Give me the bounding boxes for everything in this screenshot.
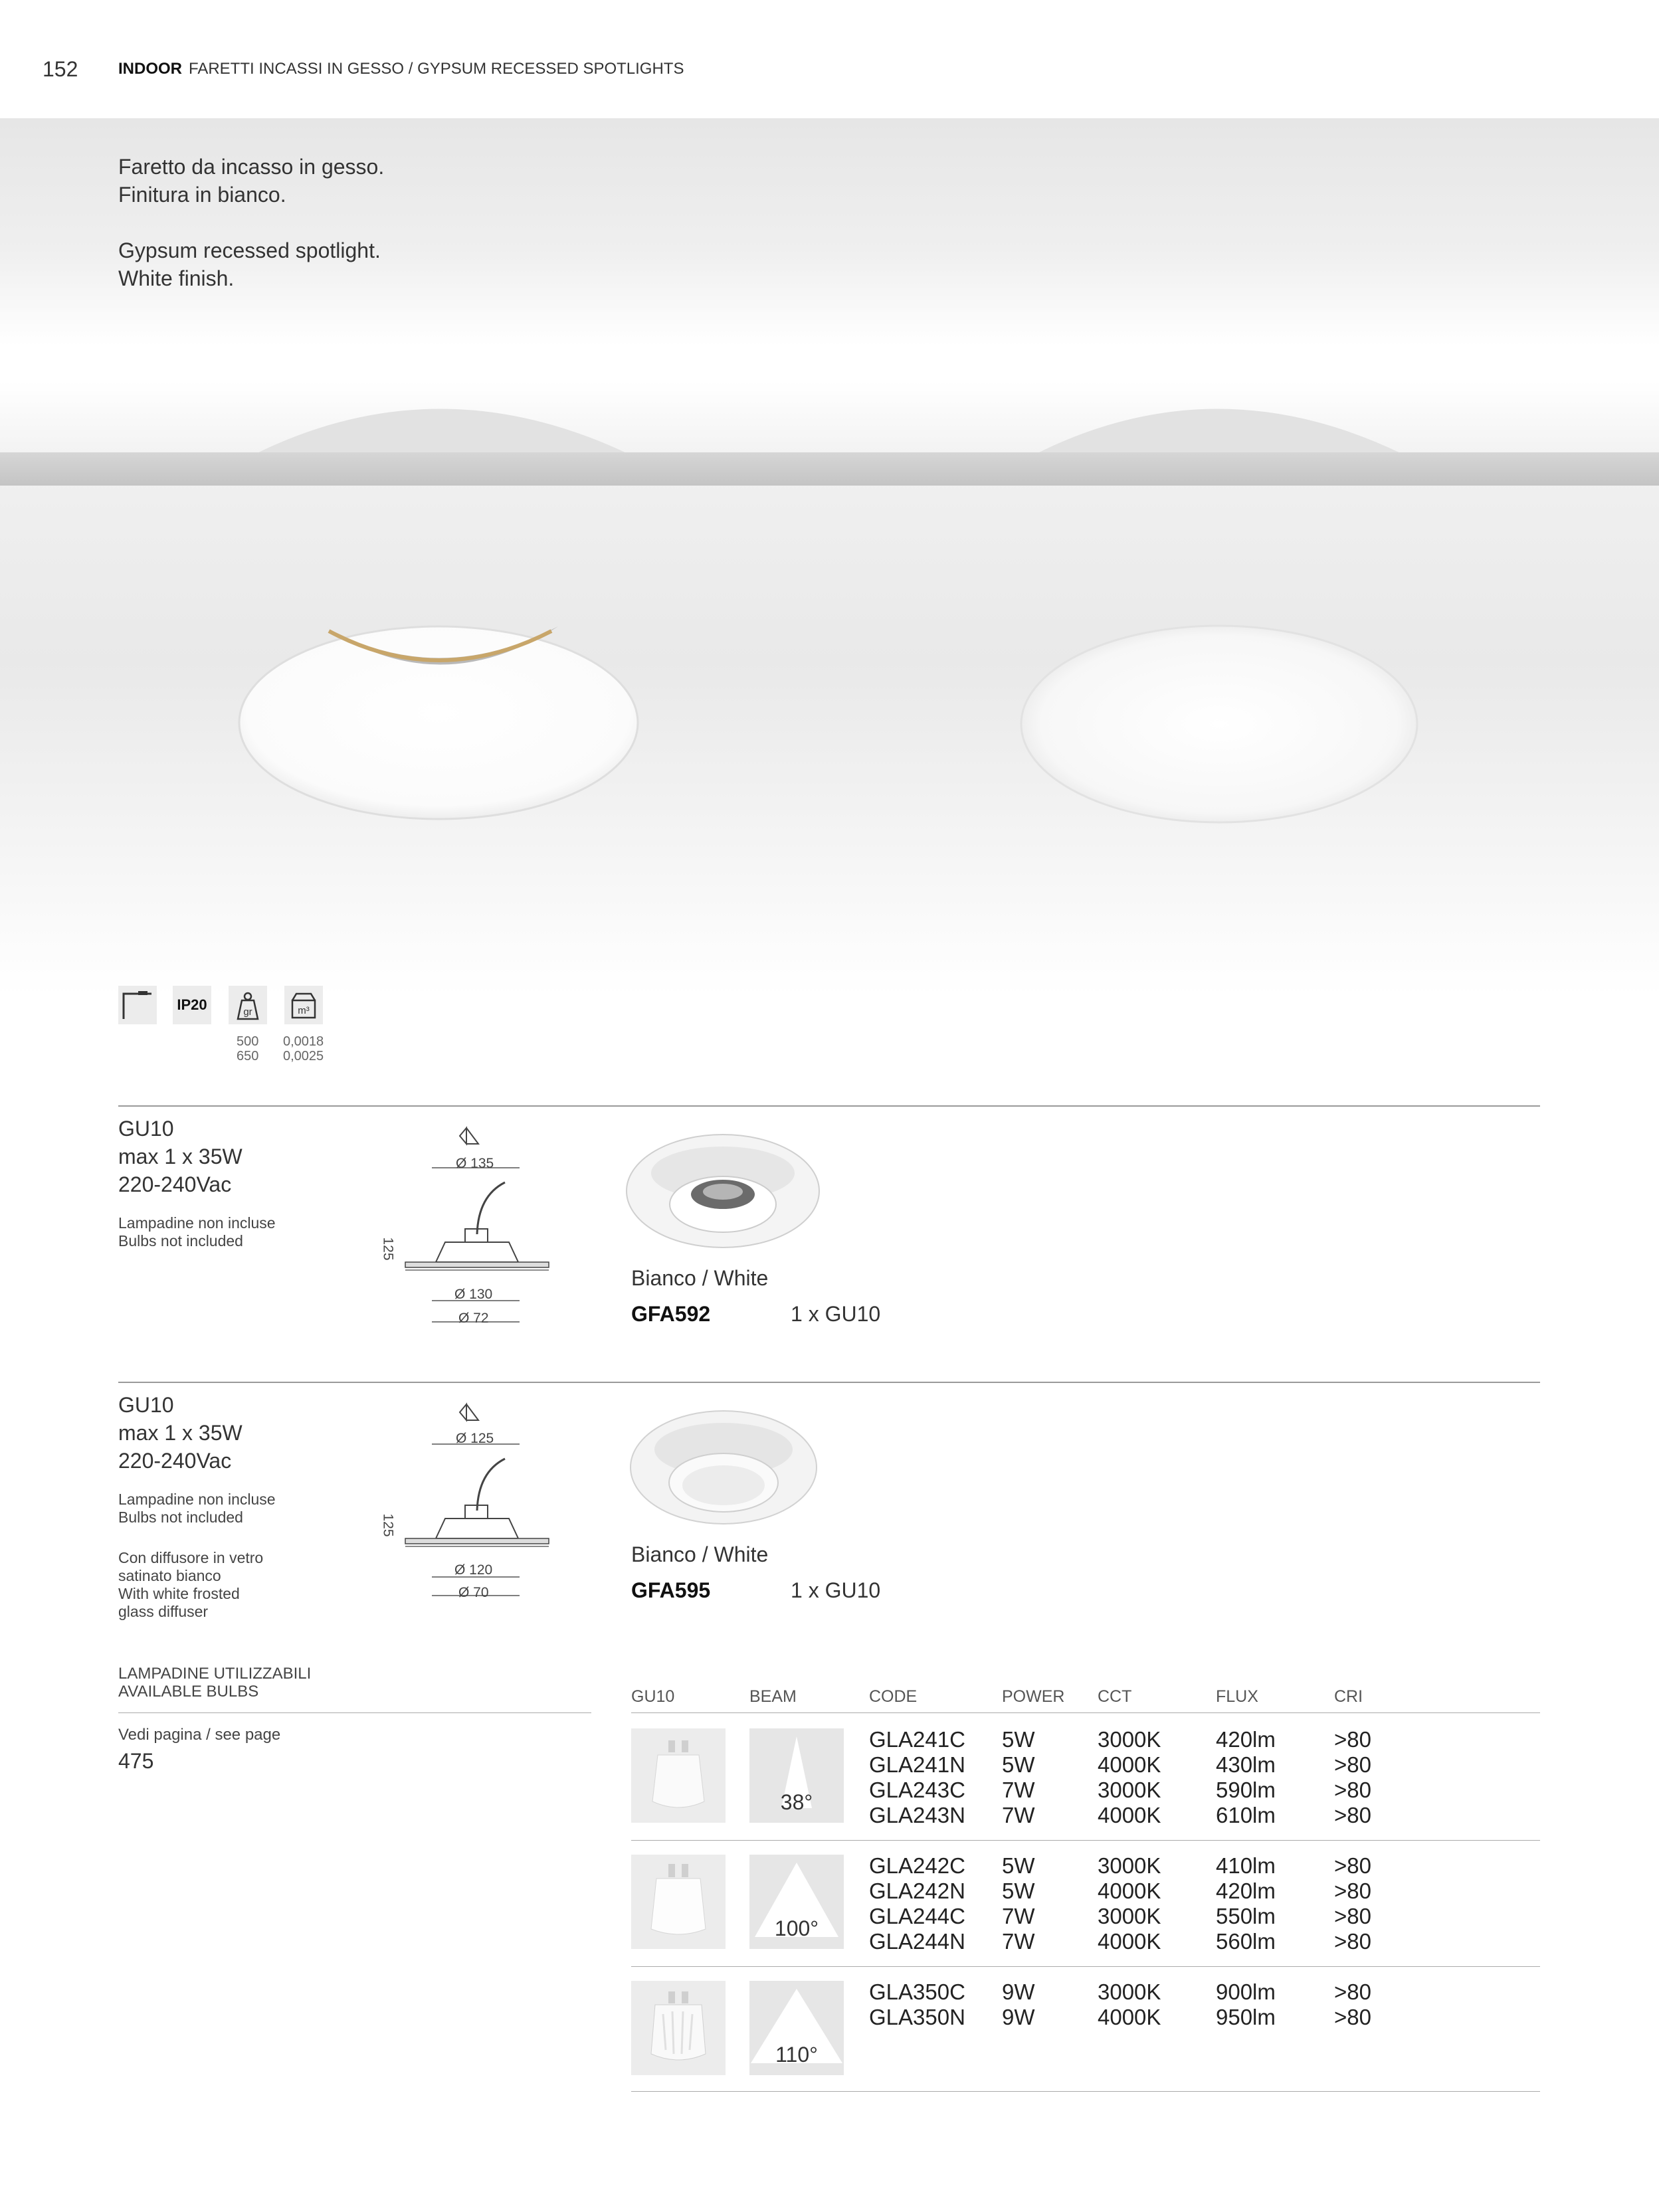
bulb-flux: 560lm bbox=[1216, 1929, 1276, 1954]
hero-photo bbox=[0, 118, 1659, 995]
bulb-flux: 420lm bbox=[1216, 1727, 1276, 1752]
bulb-power: 7W bbox=[1002, 1803, 1035, 1827]
bulb-power: 5W bbox=[1002, 1879, 1035, 1903]
bulbs-title: AVAILABLE BULBS bbox=[118, 1683, 259, 1701]
svg-text:m³: m³ bbox=[298, 1005, 310, 1016]
beam-angle-label: 38° bbox=[780, 1790, 813, 1814]
volume-value-1: 0,0018 bbox=[283, 1034, 324, 1049]
bulb-flux: 430lm bbox=[1216, 1752, 1276, 1777]
beam-angle-graphic bbox=[749, 1728, 844, 1823]
bulb-cct: 3000K bbox=[1098, 1904, 1161, 1928]
bulb-cri: >80 bbox=[1334, 1803, 1371, 1827]
product-code: GFA595 bbox=[631, 1578, 711, 1602]
dim-outer: Ø 120 bbox=[454, 1562, 493, 1578]
dim-outer: Ø 130 bbox=[454, 1287, 493, 1302]
bulb-flux: 610lm bbox=[1216, 1803, 1276, 1827]
dim-inner: Ø 72 bbox=[458, 1311, 489, 1326]
product-voltage: 220-240Vac bbox=[118, 1449, 232, 1473]
bulb-cct: 4000K bbox=[1098, 1803, 1161, 1827]
bulb-thumbnail bbox=[631, 1728, 726, 1823]
weight-value-1: 500 bbox=[237, 1034, 259, 1049]
col-header-beam: BEAM bbox=[749, 1687, 797, 1706]
bulb-cri: >80 bbox=[1334, 1853, 1371, 1878]
bulb-power: 7W bbox=[1002, 1778, 1035, 1802]
dim-cut-out: Ø 135 bbox=[456, 1156, 494, 1171]
bulb-cri: >80 bbox=[1334, 1879, 1371, 1903]
bulb-code: GLA242N bbox=[869, 1879, 965, 1903]
product-note: Con diffusore in vetro bbox=[118, 1549, 264, 1566]
product-voltage: 220-240Vac bbox=[118, 1172, 232, 1196]
bulb-cct: 4000K bbox=[1098, 1879, 1161, 1903]
bulb-thumbnail bbox=[631, 1855, 726, 1949]
col-header-code: CODE bbox=[869, 1687, 918, 1706]
product-note: Bulbs not included bbox=[118, 1232, 243, 1249]
header-category: FARETTI INCASSI IN GESSO / GYPSUM RECESSED SPOTLIGHTS bbox=[189, 60, 684, 78]
bulb-power: 5W bbox=[1002, 1752, 1035, 1777]
bulb-flux: 590lm bbox=[1216, 1778, 1276, 1802]
product-note: Bulbs not included bbox=[118, 1509, 243, 1526]
bulb-code: GLA243N bbox=[869, 1803, 965, 1827]
bulb-cri: >80 bbox=[1334, 2005, 1371, 2029]
product-socket: GU10 bbox=[118, 1117, 174, 1141]
product-note: satinato bianco bbox=[118, 1567, 221, 1584]
product-note: Lampadine non incluse bbox=[118, 1214, 276, 1232]
header-section: INDOOR bbox=[118, 60, 182, 78]
bulb-cct: 4000K bbox=[1098, 1752, 1161, 1777]
dim-height: 125 bbox=[380, 1237, 396, 1261]
table-header-divider bbox=[631, 1712, 1540, 1713]
see-page-number: 475 bbox=[118, 1749, 154, 1773]
bulb-cri: >80 bbox=[1334, 1929, 1371, 1954]
col-header-cri: CRI bbox=[1334, 1687, 1363, 1706]
bulbs-title: LAMPADINE UTILIZZABILI bbox=[118, 1665, 312, 1683]
bulb-code: GLA244N bbox=[869, 1929, 965, 1954]
product-code: GFA592 bbox=[631, 1302, 711, 1326]
hero-desc-en-2: White finish. bbox=[118, 266, 235, 290]
hero-desc-it-1: Faretto da incasso in gesso. bbox=[118, 155, 385, 179]
bulb-cct: 4000K bbox=[1098, 2005, 1161, 2029]
table-row-divider bbox=[631, 1966, 1540, 1967]
bulb-code: GLA243C bbox=[869, 1778, 965, 1802]
hero-desc-en-1: Gypsum recessed spotlight. bbox=[118, 238, 381, 262]
bulb-thumbnail bbox=[631, 1981, 726, 2075]
dim-inner: Ø 70 bbox=[458, 1585, 489, 1600]
product-note: Lampadine non incluse bbox=[118, 1491, 276, 1508]
beam-angle-graphic bbox=[749, 1981, 844, 2075]
volume-box-icon bbox=[284, 986, 323, 1024]
ip-rating-badge: IP20 bbox=[173, 986, 211, 1024]
product-photo bbox=[627, 1398, 820, 1530]
bulb-code: GLA350C bbox=[869, 1980, 965, 2004]
bulb-flux: 410lm bbox=[1216, 1853, 1276, 1878]
bulb-cri: >80 bbox=[1334, 1980, 1371, 2004]
product-socket: GU10 bbox=[118, 1393, 174, 1417]
bulb-cct: 3000K bbox=[1098, 1980, 1161, 2004]
bulb-power: 5W bbox=[1002, 1727, 1035, 1752]
section-divider bbox=[118, 1105, 1540, 1107]
product-color: Bianco / White bbox=[631, 1266, 769, 1290]
bulb-code: GLA241N bbox=[869, 1752, 965, 1777]
bulb-cct: 3000K bbox=[1098, 1727, 1161, 1752]
product-quantity: 1 x GU10 bbox=[791, 1578, 881, 1602]
bulb-power: 9W bbox=[1002, 1980, 1035, 2004]
product-note: With white frosted bbox=[118, 1585, 240, 1602]
bulb-cct: 3000K bbox=[1098, 1853, 1161, 1878]
bulb-power: 7W bbox=[1002, 1929, 1035, 1954]
see-page-label: Vedi pagina / see page bbox=[118, 1726, 281, 1744]
product-max-power: max 1 x 35W bbox=[118, 1145, 243, 1168]
bulb-power: 5W bbox=[1002, 1853, 1035, 1878]
product-quantity: 1 x GU10 bbox=[791, 1302, 881, 1326]
bulb-code: GLA242C bbox=[869, 1853, 965, 1878]
bulb-flux: 550lm bbox=[1216, 1904, 1276, 1928]
bulb-cct: 4000K bbox=[1098, 1929, 1161, 1954]
bulb-power: 9W bbox=[1002, 2005, 1035, 2029]
page-number: 152 bbox=[43, 57, 78, 81]
bulb-cri: >80 bbox=[1334, 1752, 1371, 1777]
svg-text:gr: gr bbox=[243, 1006, 252, 1018]
table-bottom-divider bbox=[631, 2091, 1540, 2092]
product-max-power: max 1 x 35W bbox=[118, 1421, 243, 1445]
section-divider bbox=[118, 1382, 1540, 1383]
bulb-cri: >80 bbox=[1334, 1904, 1371, 1928]
dim-height: 125 bbox=[380, 1513, 396, 1537]
bulb-flux: 950lm bbox=[1216, 2005, 1276, 2029]
dim-cut-out: Ø 125 bbox=[456, 1431, 494, 1446]
table-row-divider bbox=[631, 1840, 1540, 1841]
col-header-gu10: GU10 bbox=[631, 1687, 675, 1706]
bulb-power: 7W bbox=[1002, 1904, 1035, 1928]
bulb-flux: 420lm bbox=[1216, 1879, 1276, 1903]
bulb-code: GLA350N bbox=[869, 2005, 965, 2029]
bulb-code: GLA241C bbox=[869, 1727, 965, 1752]
recessed-mount-icon bbox=[118, 986, 157, 1024]
product-photo bbox=[623, 1121, 823, 1254]
col-header-flux: FLUX bbox=[1216, 1687, 1258, 1706]
bulb-cri: >80 bbox=[1334, 1727, 1371, 1752]
weight-value-2: 650 bbox=[237, 1049, 259, 1063]
bulb-flux: 900lm bbox=[1216, 1980, 1276, 2004]
bulb-cct: 3000K bbox=[1098, 1778, 1161, 1802]
weight-icon bbox=[229, 986, 267, 1024]
bulb-cri: >80 bbox=[1334, 1778, 1371, 1802]
bulb-code: GLA244C bbox=[869, 1904, 965, 1928]
hero-desc-it-2: Finitura in bianco. bbox=[118, 183, 286, 207]
beam-angle-label: 100° bbox=[774, 1916, 819, 1940]
beam-angle-graphic bbox=[749, 1855, 844, 1949]
product-note: glass diffuser bbox=[118, 1603, 209, 1620]
bulbs-divider bbox=[118, 1712, 591, 1713]
beam-angle-label: 110° bbox=[775, 2043, 818, 2067]
page-header bbox=[118, 60, 684, 78]
product-color: Bianco / White bbox=[631, 1542, 769, 1566]
col-header-power: POWER bbox=[1002, 1687, 1065, 1706]
col-header-cct: CCT bbox=[1098, 1687, 1132, 1706]
volume-value-2: 0,0025 bbox=[283, 1049, 324, 1063]
